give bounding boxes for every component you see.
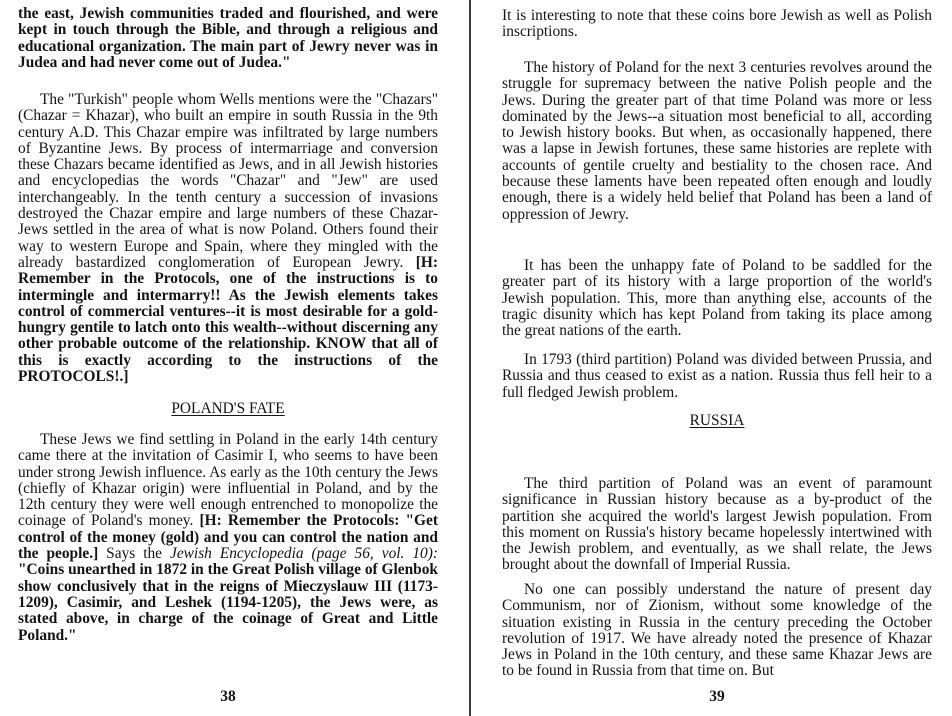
- right-paragraph-2: The history of Poland for the next 3 centuries revolves around the struggle for supremacy between the native Polish people and the Jews. During the greater part of that time Poland was more or less dominated by the Jews--a situation most beneficial to all, according to Jewish history books. But when, as occasionally happened, there was a lapse in Jewish fortunes, these same histories are replete with accounts of gentile cruelty and bestiality to the chosen race. And because these laments have been repeated often enough and loudly enough, there is a widely held belief that Poland has been a land of oppression of Jewry.: [502, 59, 932, 223]
- left-paragraph-3-quote: "Coins unearthed in 1872 in the Great Polish village of Glenbok show conclusively that in the reigns of Mieczyslauw III (1173-1209), Casimir, and Leshek (1194-1205), the Jews were, as stated above, in charge of the coinage of Great and Little Poland.": [18, 561, 438, 644]
- right-paragraph-6: No one can possibly understand the nature of present day Communism, nor of Zionism, without some knowledge of the situation existing in Russia in the century preceding the October revolution of 1917. We have already noted the presence of Khazar Jews in Poland in the 10th century, and these same Khazar Jews are to be found in Russia from that time on. But: [502, 581, 932, 680]
- right-paragraph-4: In 1793 (third partition) Poland was divided between Prussia, and Russia and thus ceased to exist as a nation. Russia thus fell heir to a full fledged Jewish problem.: [502, 351, 932, 401]
- page-gutter-line: [469, 0, 471, 716]
- right-paragraph-1: It is interesting to note that these coins bore Jewish as well as Polish inscriptions.: [502, 7, 932, 41]
- left-paragraph-3-citation: Jewish Encyclopedia (page 56, vol. 10):: [169, 545, 438, 563]
- left-paragraph-3: [18, 432, 438, 644]
- section-heading-russia: RUSSIA: [689, 412, 745, 429]
- left-paragraph-3-commentary: [H: Remember the Protocols: "Get control of the money (gold) and you can control the nation and the people.]: [18, 512, 438, 563]
- left-paragraph-3-text: These Jews we find settling in Poland in the early 14th century came there at the invitation of Casimir I, who seems to have been under strong Jewish influence. As early as the 10th century the Jews (chiefly of Khazar origin) were influential in Poland, and by the 12th century they were well enough entrenched to monopolize the coinage of Poland's money.: [18, 431, 438, 530]
- left-paragraph-3-says: Says the: [106, 545, 163, 563]
- left-paragraph-2: [18, 92, 438, 385]
- left-paragraph-2-text: The "Turkish" people whom Wells mentions were the "Chazars" (Chazar = Khazar), who built an empire in south Russia in the 9th century A.D. This Chazar empire was infiltrated by large numbers of Byzantine Jews. By process of intermarriage and conversion these Chazars became identified as Jews, and in all Jewish histories and encyclopedias the words "Chazar" and "Jew" are used interchangeably. In the tenth century a succession of invasions destroyed the Chazar empire and large numbers of these Chazar-Jews settled in the area of what is now Poland. Others found their way to western Europe and Spain, where they mingled with the already bastardized conglomeration of European Jewry.: [18, 91, 438, 271]
- right-page: [472, 0, 952, 716]
- page-number-right: 39: [709, 688, 725, 705]
- page-number-left: 38: [220, 688, 236, 705]
- left-paragraph-2-commentary: [H: Remember in the Protocols, one of the instructions is to intermingle and intermarry!! As the Jewish elements takes control of commercial ventures--it is most desirable for a gold-hungry gentile to latch onto this wealth--without discerning any other probable outcome of the relationship. KNOW that all of this is exactly according to the instructions of the PROTOCOLS!.]: [18, 253, 438, 386]
- right-paragraph-3: It has been the unhappy fate of Poland to be saddled for the greater part of its history with a large proportion of the world's Jewish population. This, more than anything else, accounts of the tragic disunity which has kept Poland from taking its place among the great nations of the earth.: [502, 257, 932, 340]
- left-page: [0, 0, 470, 716]
- left-paragraph-1: the east, Jewish communities traded and flourished, and were kept in touch through the Bible, and through a religious and educational organization. The main part of Jewry never was in Judea and had never come out of Judea.": [18, 5, 438, 71]
- section-heading-polands-fate: POLAND'S FATE: [171, 400, 285, 417]
- right-paragraph-5: The third partition of Poland was an event of paramount significance in Russian history because as a by-product of the partition she acquired the world's largest Jewish population. From this moment on Russia's history became hopelessly intertwined with the Jewish problem, and eventually, as we shall relate, the Jews brought about the downfall of Imperial Russia.: [502, 475, 932, 574]
